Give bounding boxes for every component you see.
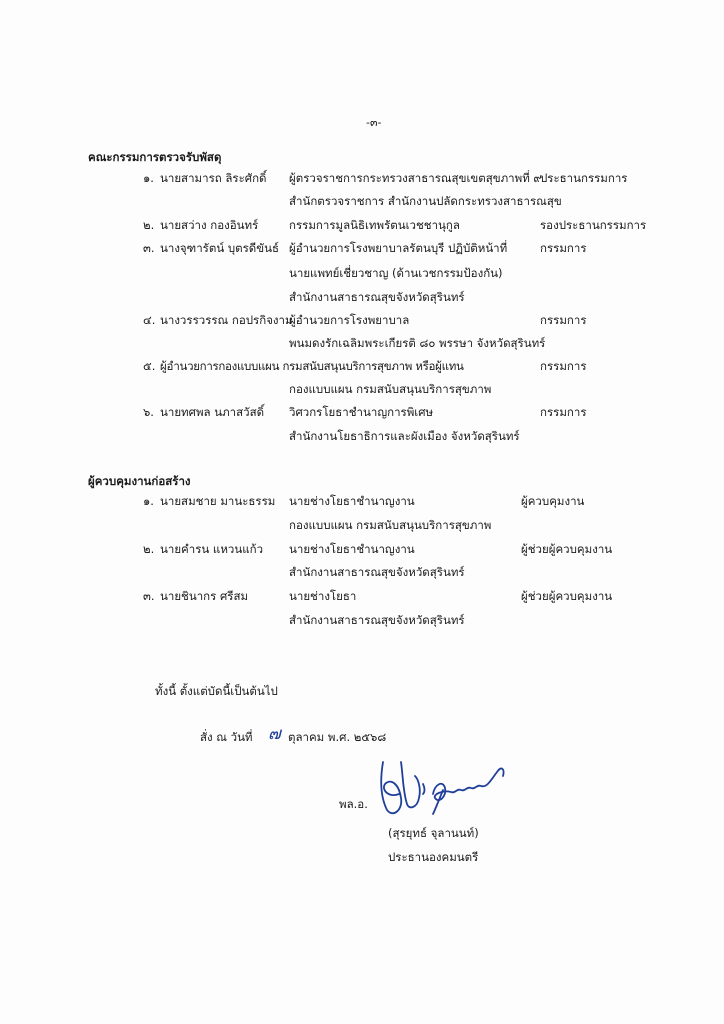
supervisor-2-role: ผู้ช่วยผู้ควบคุมงาน	[521, 542, 613, 556]
committee-member-3-role: กรรมการ	[540, 241, 587, 255]
supervisor-1-position-line-1: นายช่างโยธาชำนาญงาน	[289, 494, 415, 508]
supervisor-1-number: ๑.	[143, 494, 154, 508]
committee-member-3-position-line-3: สำนักงานสาธารณสุขจังหวัดสุรินทร์	[289, 290, 465, 304]
committee-member-4-position-line-1: ผู้อำนวยการโรงพยาบาล	[289, 313, 410, 327]
supervisor-3-position-line-1: นายช่างโยธา	[289, 589, 357, 603]
committee-member-4-position-line-2: พนมดงรักเฉลิมพระเกียรติ ๘๐ พรรษา จังหวัดสุรินทร์	[289, 336, 546, 350]
supervisor-3-position-line-2: สำนักงานสาธารณสุขจังหวัดสุรินทร์	[289, 613, 465, 627]
supervisor-1-position-line-2: กองแบบแผน กรมสนับสนุนบริการสุขภาพ	[289, 518, 492, 532]
order-date-prefix: สั่ง ณ วันที่	[200, 730, 253, 744]
supervisors-heading: ผู้ควบคุมงานก่อสร้าง	[88, 474, 191, 488]
supervisor-2-position-line-2: สำนักงานสาธารณสุขจังหวัดสุรินทร์	[289, 565, 465, 579]
committee-member-5-name: ผู้อำนวยการกองแบบแผน กรมสนับสนุนบริการสุขภาพ หรือผู้แทน	[160, 359, 464, 373]
supervisor-2-position-line-1: นายช่างโยธาชำนาญงาน	[289, 542, 415, 556]
order-day-handwritten: ๗	[268, 724, 281, 744]
supervisor-3-name: นายชินากร ศรีสม	[160, 589, 249, 603]
committee-member-1-position-line-2: สำนักตรวจราชการ สำนักงานปลัดกระทรวงสาธารณสุข	[289, 194, 562, 208]
committee-member-3-position-line-1: ผู้อำนวยการโรงพยาบาลรัตนบุรี ปฏิบัติหน้าที่	[289, 241, 508, 255]
committee-member-4-name: นางวรรวรรณ กอปรกิจงาม	[160, 313, 293, 327]
committee-heading: คณะกรรมการตรวจรับพัสดุ	[88, 150, 222, 164]
supervisor-2-number: ๒.	[143, 542, 155, 556]
committee-member-3-number: ๓.	[143, 241, 155, 255]
committee-member-1-role: ประธานกรรมการ	[540, 171, 628, 185]
page-number: -๓-	[366, 116, 382, 129]
supervisor-3-number: ๓.	[143, 589, 155, 603]
supervisor-1-name: นายสมชาย มานะธรรม	[160, 494, 276, 508]
signatory-rank: พล.อ.	[339, 797, 368, 811]
committee-member-2-role: รองประธานกรรมการ	[540, 218, 647, 232]
supervisor-2-name: นายคำรน แหวนแก้ว	[160, 542, 264, 556]
supervisor-3-role: ผู้ช่วยผู้ควบคุมงาน	[521, 589, 613, 603]
committee-member-2-position-line-1: กรรมการมูลนิธิเทพรัตนเวชชานุกูล	[289, 218, 460, 232]
committee-member-3-name: นางจุฑารัตน์ บุตรดีขันธ์	[160, 241, 279, 255]
committee-member-6-position-line-2: สำนักงานโยธาธิการและผังเมือง จังหวัดสุรินทร์	[289, 429, 520, 443]
committee-member-6-role: กรรมการ	[540, 405, 587, 419]
committee-member-5-number: ๕.	[143, 359, 156, 373]
committee-member-1-position-line-1: ผู้ตรวจราชการกระทรวงสาธารณสุขเขตสุขภาพที่ ๙	[289, 171, 542, 185]
committee-member-6-name: นายทศพล นภาสวัสดิ์	[160, 405, 265, 419]
committee-member-6-position-line-1: วิศวกรโยธาชำนาญการพิเศษ	[289, 405, 434, 419]
effective-clause: ทั้งนี้ ตั้งแต่บัดนี้เป็นต้นไป	[155, 684, 278, 698]
committee-member-4-role: กรรมการ	[540, 313, 587, 327]
signatory-title: ประธานองคมนตรี	[388, 850, 479, 864]
committee-member-2-name: นายสว่าง กองอินทร์	[160, 218, 259, 232]
committee-member-2-number: ๒.	[143, 218, 155, 232]
committee-member-5-position-line-1: กองแบบแผน กรมสนับสนุนบริการสุขภาพ	[289, 382, 492, 396]
committee-member-1-name: นายสามารถ ลิระศักดิ์	[160, 171, 267, 185]
signatory-name: (สุรยุทธ์ จุลานนท์)	[388, 826, 479, 840]
committee-member-3-position-line-2: นายแพทย์เชี่ยวชาญ (ด้านเวชกรรมป้องกัน)	[289, 266, 503, 280]
order-month-year: ตุลาคม พ.ศ. ๒๕๖๘	[288, 730, 387, 744]
committee-member-5-role: กรรมการ	[540, 359, 587, 373]
committee-member-1-number: ๑.	[143, 171, 154, 185]
handwritten-signature	[373, 754, 513, 824]
committee-member-6-number: ๖.	[143, 405, 154, 419]
committee-member-4-number: ๔.	[143, 313, 156, 327]
supervisor-1-role: ผู้ควบคุมงาน	[521, 494, 585, 508]
